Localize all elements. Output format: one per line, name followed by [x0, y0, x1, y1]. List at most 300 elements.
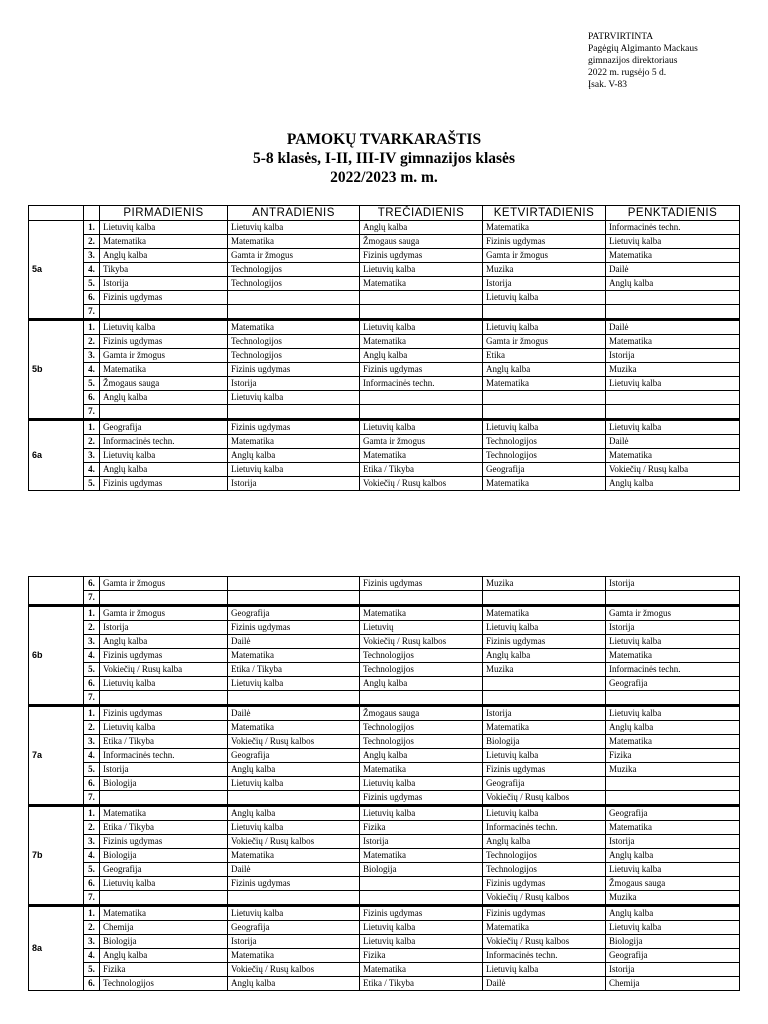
subject-cell: Fizinis ugdymas [100, 477, 228, 491]
subject-cell: Matematika [228, 320, 360, 335]
subject-cell: Fizinis ugdymas [360, 577, 483, 591]
subject-cell: Vokiečių / Rusų kalba [100, 663, 228, 677]
lesson-number: 2. [84, 621, 100, 635]
lesson-number: 5. [84, 277, 100, 291]
subject-cell: Fizika [360, 949, 483, 963]
subject-cell: Biologija [483, 735, 606, 749]
subject-cell [483, 391, 606, 405]
subject-cell: Fizinis ugdymas [360, 791, 483, 806]
day-header: KETVIRTADIENIS [483, 206, 606, 221]
lesson-number: 1. [84, 906, 100, 921]
subject-cell [483, 677, 606, 691]
subject-cell: Anglų kalba [100, 635, 228, 649]
subject-cell: Fizinis ugdymas [483, 635, 606, 649]
subject-cell: Lietuvių kalba [228, 906, 360, 921]
lesson-number: 4. [84, 263, 100, 277]
subject-cell: Dailė [606, 320, 740, 335]
subject-cell: Lietuvių kalba [360, 921, 483, 935]
subject-cell: Matematika [228, 721, 360, 735]
subject-cell: Dailė [606, 435, 740, 449]
subject-cell: Etika / Tikyba [100, 735, 228, 749]
subject-cell: Anglų kalba [606, 277, 740, 291]
subject-cell: Informacinės techn. [483, 949, 606, 963]
subject-cell: Matematika [228, 235, 360, 249]
lesson-row [29, 391, 740, 405]
subject-cell [483, 305, 606, 320]
subject-cell: Lietuvių kalba [483, 621, 606, 635]
lesson-row [29, 677, 740, 691]
subject-cell: Lietuvių kalba [100, 877, 228, 891]
subject-cell: Geografija [100, 420, 228, 435]
lesson-number: 6. [84, 577, 100, 591]
lesson-row [29, 891, 740, 906]
subject-cell: Anglų kalba [228, 449, 360, 463]
subject-cell: Lietuvių kalba [606, 863, 740, 877]
subject-cell: Lietuvių kalba [228, 777, 360, 791]
subject-cell [483, 691, 606, 706]
subject-cell [606, 691, 740, 706]
class-group [29, 706, 740, 806]
subject-cell: Etika / Tikyba [360, 463, 483, 477]
subject-cell: Fizika [100, 963, 228, 977]
subject-cell: Istorija [100, 277, 228, 291]
subject-cell: Anglų kalba [606, 477, 740, 491]
subject-cell: Matematika [228, 849, 360, 863]
subject-cell: Vokiečių / Rusų kalbos [483, 791, 606, 806]
subject-cell: Geografija [100, 863, 228, 877]
subject-cell: Fizinis ugdymas [228, 877, 360, 891]
lesson-number: 4. [84, 649, 100, 663]
lesson-row [29, 435, 740, 449]
subject-cell: Anglų kalba [483, 363, 606, 377]
subject-cell: Lietuvių kalba [228, 821, 360, 835]
subject-cell: Matematika [606, 649, 740, 663]
subject-cell: Istorija [606, 577, 740, 591]
lesson-row [29, 235, 740, 249]
class-group [29, 606, 740, 706]
subject-cell: Matematika [360, 849, 483, 863]
lesson-number: 3. [84, 735, 100, 749]
subject-cell: Anglų kalba [100, 463, 228, 477]
subject-cell: Matematika [100, 806, 228, 821]
lesson-number: 4. [84, 949, 100, 963]
subject-cell: Istorija [606, 349, 740, 363]
lesson-row [29, 291, 740, 305]
subject-cell: Istorija [228, 935, 360, 949]
subject-cell: Lietuvių kalba [606, 921, 740, 935]
lesson-row [29, 335, 740, 349]
subject-cell: Lietuvių kalba [100, 320, 228, 335]
subject-cell [360, 291, 483, 305]
subject-cell [100, 691, 228, 706]
lesson-number: 3. [84, 935, 100, 949]
subject-cell: Fizinis ugdymas [100, 291, 228, 305]
subject-cell: Anglų kalba [360, 677, 483, 691]
schedule-table-page-1 [28, 205, 740, 491]
subject-cell: Fizinis ugdymas [483, 906, 606, 921]
lesson-number: 7. [84, 691, 100, 706]
subject-cell: Technologijos [360, 721, 483, 735]
subject-cell: Matematika [483, 921, 606, 935]
subject-cell: Technologijos [360, 649, 483, 663]
subject-cell: Matematika [228, 649, 360, 663]
subject-cell: Gamta ir žmogus [360, 435, 483, 449]
subject-cell [360, 691, 483, 706]
lesson-row [29, 349, 740, 363]
subject-cell: Lietuvių kalba [100, 449, 228, 463]
lesson-number: 6. [84, 677, 100, 691]
lesson-row [29, 606, 740, 621]
subject-cell: Anglų kalba [606, 721, 740, 735]
lesson-row [29, 906, 740, 921]
subject-cell: Fizinis ugdymas [483, 763, 606, 777]
subject-cell: Anglų kalba [606, 849, 740, 863]
subject-cell: Matematika [606, 335, 740, 349]
subject-cell: Vokiečių / Rusų kalbos [360, 477, 483, 491]
subject-cell [100, 405, 228, 420]
lesson-number: 6. [84, 977, 100, 991]
lesson-number: 4. [84, 749, 100, 763]
subject-cell: Technologijos [228, 335, 360, 349]
subject-cell: Istorija [606, 835, 740, 849]
subject-cell: Vokiečių / Rusų kalbos [483, 891, 606, 906]
subject-cell: Informacinės techn. [100, 435, 228, 449]
subject-cell: Lietuvių kalba [360, 806, 483, 821]
lesson-number: 6. [84, 391, 100, 405]
subject-cell: Istorija [100, 621, 228, 635]
subject-cell: Lietuvių kalba [606, 635, 740, 649]
lesson-row [29, 305, 740, 320]
subject-cell: Lietuvių kalba [228, 391, 360, 405]
subject-cell: Chemija [606, 977, 740, 991]
subject-cell: Matematika [228, 949, 360, 963]
subject-cell: Fizinis ugdymas [483, 877, 606, 891]
subject-cell: Anglų kalba [100, 949, 228, 963]
class-label [29, 577, 84, 606]
subject-cell: Anglų kalba [360, 221, 483, 235]
lesson-number: 3. [84, 835, 100, 849]
subject-cell: Anglų kalba [228, 806, 360, 821]
subject-cell: Lietuvių kalba [360, 263, 483, 277]
lesson-row [29, 420, 740, 435]
subject-cell: Muzika [606, 891, 740, 906]
subject-cell: Lietuvių kalba [483, 963, 606, 977]
subject-cell: Lietuvių kalba [483, 291, 606, 305]
subject-cell: Istorija [606, 621, 740, 635]
subject-cell: Vokiečių / Rusų kalbos [228, 735, 360, 749]
subject-cell: Lietuvių [360, 621, 483, 635]
day-header: PENKTADIENIS [606, 206, 740, 221]
subject-cell [483, 405, 606, 420]
lesson-row [29, 721, 740, 735]
class-label: 8a [29, 906, 84, 991]
class-label: 7b [29, 806, 84, 906]
subject-cell: Lietuvių kalba [360, 420, 483, 435]
lesson-row [29, 821, 740, 835]
subject-cell: Fizinis ugdymas [100, 706, 228, 721]
lesson-row [29, 921, 740, 935]
subject-cell: Gamta ir žmogus [483, 249, 606, 263]
subject-cell: Lietuvių kalba [360, 935, 483, 949]
approval-line: Įsak. V-83 [588, 80, 628, 90]
subject-cell: Dailė [606, 263, 740, 277]
lesson-row [29, 377, 740, 391]
lesson-number: 2. [84, 721, 100, 735]
lesson-row [29, 963, 740, 977]
lesson-number: 2. [84, 235, 100, 249]
lesson-number: 7. [84, 405, 100, 420]
subject-cell: Lietuvių kalba [606, 235, 740, 249]
subject-cell [360, 405, 483, 420]
subject-cell: Matematika [360, 763, 483, 777]
subject-cell: Gamta ir žmogus [483, 335, 606, 349]
subject-cell: Anglų kalba [100, 249, 228, 263]
subject-cell [360, 891, 483, 906]
subject-cell: Lietuvių kalba [483, 320, 606, 335]
subject-cell: Informacinės techn. [100, 749, 228, 763]
subject-cell [606, 591, 740, 606]
lesson-number: 1. [84, 606, 100, 621]
class-group [29, 906, 740, 991]
subject-cell: Matematika [606, 249, 740, 263]
subject-cell: Chemija [100, 921, 228, 935]
subject-cell: Žmogaus sauga [360, 706, 483, 721]
subject-cell: Geografija [483, 777, 606, 791]
subject-cell: Technologijos [228, 263, 360, 277]
subject-cell: Lietuvių kalba [360, 320, 483, 335]
subject-cell [483, 591, 606, 606]
subject-cell: Informacinės techn. [360, 377, 483, 391]
lesson-row [29, 735, 740, 749]
lesson-row [29, 863, 740, 877]
day-header: PIRMADIENIS [100, 206, 228, 221]
approval-line: 2022 m. rugsėjo 5 d. [588, 68, 667, 78]
subject-cell [228, 591, 360, 606]
subject-cell [606, 777, 740, 791]
lesson-number: 3. [84, 635, 100, 649]
lesson-number: 7. [84, 305, 100, 320]
class-label: 7a [29, 706, 84, 806]
subject-cell: Lietuvių kalba [606, 377, 740, 391]
lesson-row [29, 849, 740, 863]
subject-cell: Fizinis ugdymas [228, 420, 360, 435]
subject-cell: Informacinės techn. [606, 663, 740, 677]
lesson-number: 1. [84, 706, 100, 721]
subject-cell: Technologijos [483, 849, 606, 863]
subject-cell: Matematika [483, 477, 606, 491]
lesson-row [29, 621, 740, 635]
lesson-number: 5. [84, 963, 100, 977]
subject-cell: Technologijos [228, 349, 360, 363]
subject-cell: Muzika [483, 263, 606, 277]
subject-cell: Tikyba [100, 263, 228, 277]
lesson-row [29, 405, 740, 420]
schedule-table-page-2 [28, 576, 740, 991]
lesson-number: 4. [84, 363, 100, 377]
subject-cell: Biologija [100, 777, 228, 791]
subject-cell: Fizinis ugdymas [100, 649, 228, 663]
subject-cell: Lietuvių kalba [360, 777, 483, 791]
subject-cell: Istorija [606, 963, 740, 977]
title-classes: 5-8 klasės, I-II, III-IV gimnazijos klasės [253, 150, 515, 167]
subject-cell: Dailė [483, 977, 606, 991]
subject-cell [228, 291, 360, 305]
subject-cell: Technologijos [483, 435, 606, 449]
subject-cell: Technologijos [100, 977, 228, 991]
subject-cell: Matematika [483, 721, 606, 735]
subject-cell: Dailė [228, 635, 360, 649]
subject-cell: Lietuvių kalba [483, 749, 606, 763]
subject-cell: Technologijos [483, 863, 606, 877]
lesson-number: 1. [84, 320, 100, 335]
subject-cell: Informacinės techn. [483, 821, 606, 835]
lesson-row [29, 463, 740, 477]
subject-cell: Anglų kalba [483, 649, 606, 663]
subject-cell: Technologijos [360, 735, 483, 749]
subject-cell: Gamta ir žmogus [606, 606, 740, 621]
subject-cell: Gamta ir žmogus [100, 349, 228, 363]
lesson-number: 1. [84, 420, 100, 435]
subject-cell: Matematika [483, 221, 606, 235]
subject-cell: Matematika [360, 335, 483, 349]
subject-cell: Anglų kalba [228, 977, 360, 991]
subject-cell: Matematika [606, 735, 740, 749]
subject-cell [228, 791, 360, 806]
lesson-number: 5. [84, 477, 100, 491]
subject-cell: Fizinis ugdymas [360, 906, 483, 921]
subject-cell [606, 791, 740, 806]
class-label: 6b [29, 606, 84, 706]
lesson-number: 6. [84, 877, 100, 891]
lesson-row [29, 277, 740, 291]
subject-cell: Istorija [228, 477, 360, 491]
title-main: PAMOKŲ TVARKARAŠTIS [286, 131, 482, 148]
subject-cell [100, 305, 228, 320]
subject-cell: Fizika [360, 821, 483, 835]
lesson-number: 6. [84, 777, 100, 791]
subject-cell: Matematika [100, 235, 228, 249]
subject-cell [606, 291, 740, 305]
lesson-row [29, 477, 740, 491]
lesson-number: 5. [84, 863, 100, 877]
subject-cell: Gamta ir žmogus [100, 577, 228, 591]
class-group [29, 221, 740, 320]
subject-cell: Matematika [606, 449, 740, 463]
lesson-row [29, 249, 740, 263]
lesson-number: 1. [84, 806, 100, 821]
subject-cell: Žmogaus sauga [100, 377, 228, 391]
subject-cell: Matematika [360, 606, 483, 621]
subject-cell: Etika / Tikyba [100, 821, 228, 835]
subject-cell: Technologijos [360, 663, 483, 677]
subject-cell: Etika / Tikyba [228, 663, 360, 677]
subject-cell: Matematika [100, 363, 228, 377]
class-group [29, 577, 740, 606]
lesson-row [29, 949, 740, 963]
subject-cell: Istorija [100, 763, 228, 777]
subject-cell: Matematika [360, 449, 483, 463]
lesson-row [29, 691, 740, 706]
subject-cell: Muzika [606, 763, 740, 777]
subject-cell: Istorija [483, 706, 606, 721]
lesson-number: 4. [84, 463, 100, 477]
subject-cell: Matematika [606, 821, 740, 835]
subject-cell: Biologija [100, 935, 228, 949]
lesson-row [29, 591, 740, 606]
subject-cell [228, 305, 360, 320]
lesson-row [29, 806, 740, 821]
lesson-number-header-cell [84, 206, 100, 221]
lesson-number: 5. [84, 377, 100, 391]
subject-cell: Lietuvių kalba [483, 420, 606, 435]
subject-cell: Biologija [360, 863, 483, 877]
subject-cell: Fizinis ugdymas [100, 335, 228, 349]
subject-cell: Matematika [360, 963, 483, 977]
subject-cell: Biologija [100, 849, 228, 863]
subject-cell [100, 891, 228, 906]
subject-cell: Fizinis ugdymas [100, 835, 228, 849]
lesson-row [29, 449, 740, 463]
lesson-row [29, 791, 740, 806]
subject-cell: Geografija [606, 949, 740, 963]
subject-cell: Fizinis ugdymas [360, 249, 483, 263]
subject-cell [228, 577, 360, 591]
subject-cell: Matematika [483, 606, 606, 621]
subject-cell: Geografija [606, 806, 740, 821]
subject-cell: Žmogaus sauga [606, 877, 740, 891]
approval-line: PATRVIRTINTA [588, 32, 654, 42]
subject-cell: Vokiečių / Rusų kalbos [228, 963, 360, 977]
subject-cell [100, 791, 228, 806]
subject-cell: Geografija [228, 749, 360, 763]
subject-cell: Muzika [483, 663, 606, 677]
subject-cell: Fizinis ugdymas [483, 235, 606, 249]
subject-cell [360, 591, 483, 606]
subject-cell [606, 305, 740, 320]
subject-cell: Lietuvių kalba [100, 721, 228, 735]
subject-cell: Lietuvių kalba [100, 677, 228, 691]
subject-cell: Istorija [483, 277, 606, 291]
subject-cell: Vokiečių / Rusų kalba [606, 463, 740, 477]
subject-cell: Geografija [228, 921, 360, 935]
title-school-year: 2022/2023 m. m. [330, 169, 438, 186]
lesson-row [29, 221, 740, 235]
subject-cell: Lietuvių kalba [228, 677, 360, 691]
subject-cell [360, 305, 483, 320]
lesson-number: 5. [84, 663, 100, 677]
subject-cell: Lietuvių kalba [228, 463, 360, 477]
lesson-number: 2. [84, 921, 100, 935]
subject-cell: Etika / Tikyba [360, 977, 483, 991]
subject-cell: Anglų kalba [483, 835, 606, 849]
approval-stamp [588, 31, 698, 91]
lesson-row [29, 663, 740, 677]
lesson-number: 2. [84, 435, 100, 449]
subject-cell: Dailė [228, 706, 360, 721]
subject-cell [360, 391, 483, 405]
class-label: 5b [29, 320, 84, 420]
class-header-cell [29, 206, 84, 221]
subject-cell: Informacinės techn. [606, 221, 740, 235]
lesson-row [29, 977, 740, 991]
subject-cell: Technologijos [228, 277, 360, 291]
subject-cell: Gamta ir žmogus [100, 606, 228, 621]
lesson-number: 3. [84, 449, 100, 463]
subject-cell: Fizika [606, 749, 740, 763]
subject-cell: Anglų kalba [360, 349, 483, 363]
subject-cell: Matematika [360, 277, 483, 291]
subject-cell: Matematika [100, 906, 228, 921]
